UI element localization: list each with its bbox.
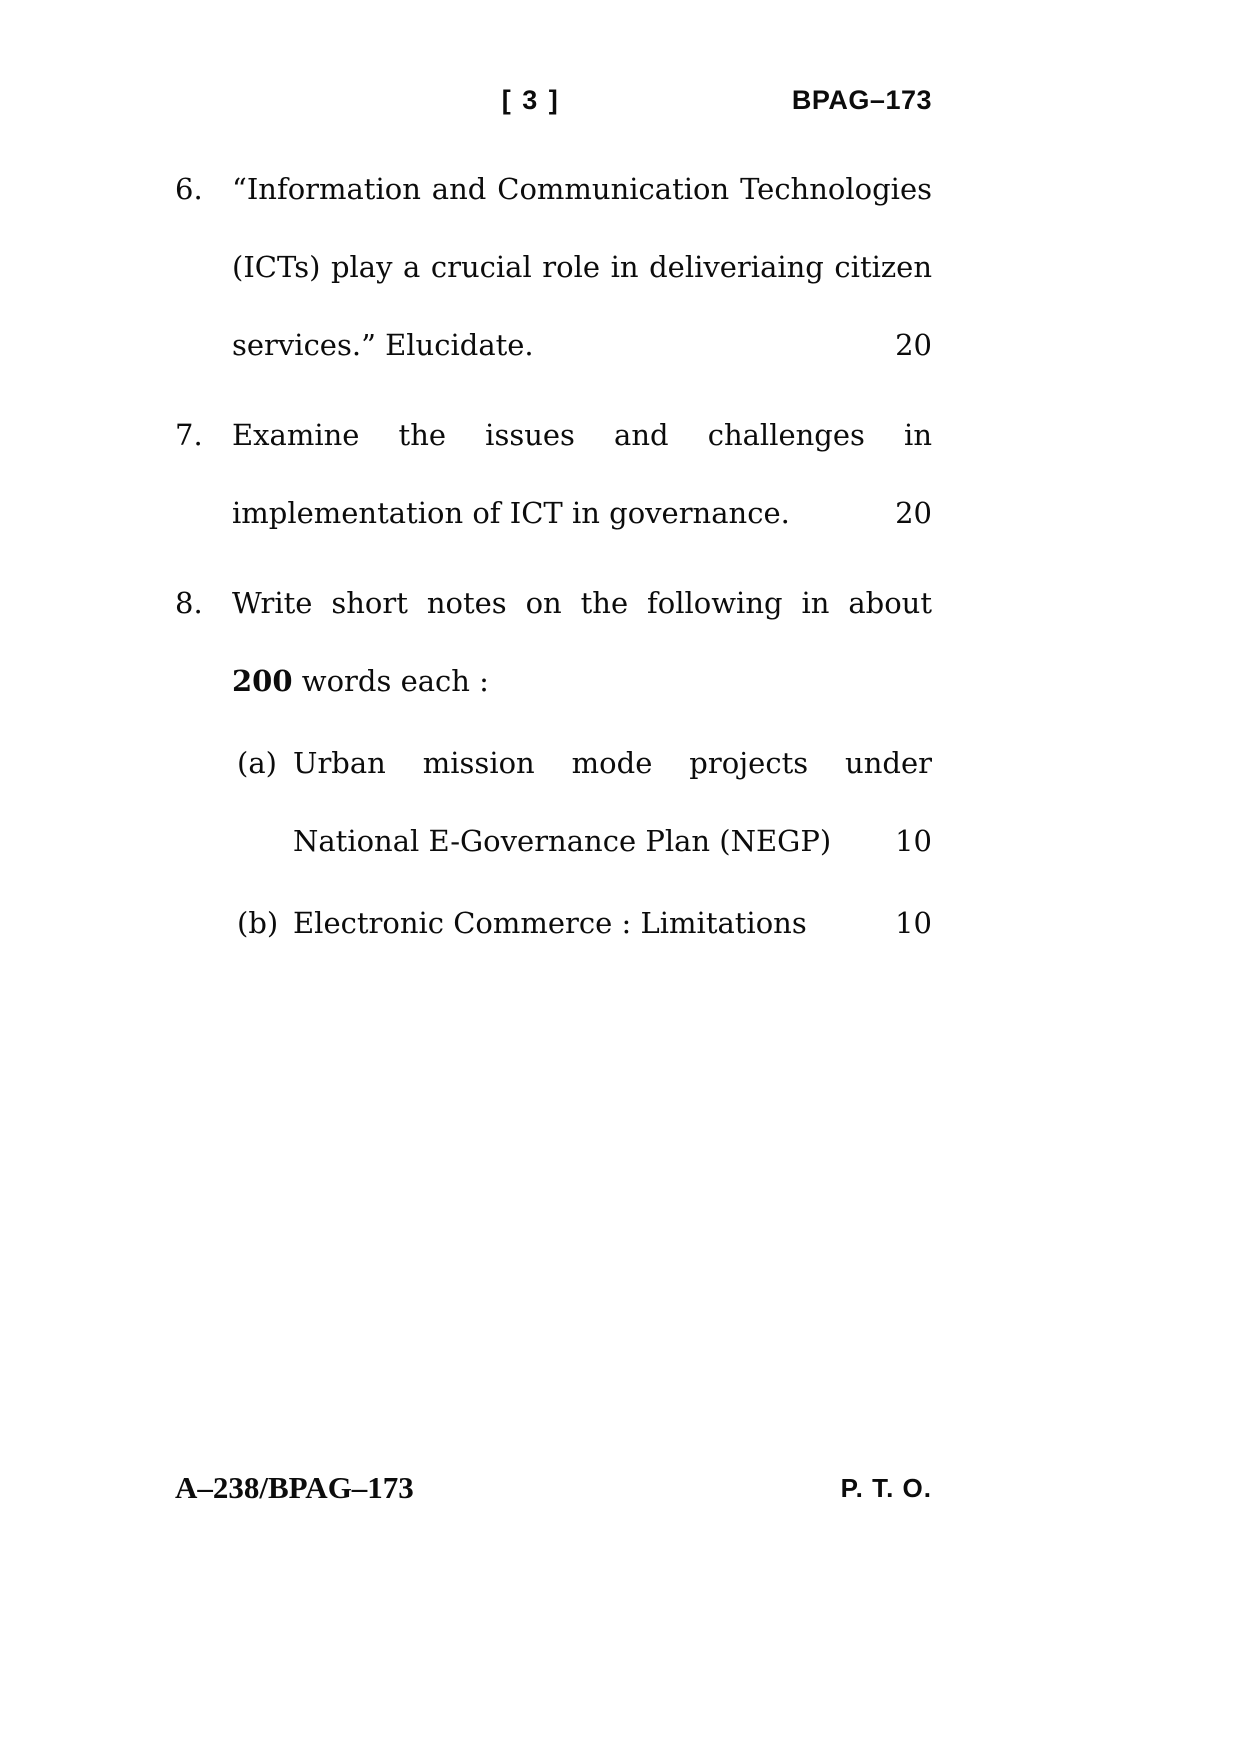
- question-line: [293, 884, 932, 962]
- question-line: [232, 306, 932, 384]
- page-header: [175, 78, 932, 122]
- footer-paper-code: A–238/BPAG–173: [175, 1470, 414, 1505]
- question-8: [175, 564, 932, 962]
- page-number: [ 3 ]: [501, 85, 560, 115]
- marks-value: 20: [895, 328, 932, 362]
- subquestion-b: [232, 884, 932, 962]
- bold-word: 200: [232, 664, 293, 698]
- question-line-text: services.” Elucidate.: [232, 328, 534, 362]
- question-line: Write short notes on the following in about: [232, 586, 932, 620]
- question-line-text: words each :: [292, 664, 489, 698]
- question-line: “Information and Communication Technologies: [232, 172, 932, 206]
- question-line: [232, 474, 932, 552]
- question-line-text: National E-Governance Plan (NEGP): [293, 824, 832, 858]
- marks-value: 10: [895, 906, 932, 940]
- page-content: [175, 78, 932, 974]
- question-body: [232, 150, 932, 384]
- question-line-text: Electronic Commerce : Limitations: [293, 906, 807, 940]
- paper-code: BPAG–173: [791, 85, 932, 115]
- question-line: (ICTs) play a crucial role in deliveriaing citizen: [232, 250, 932, 284]
- footer-pto: P. T. O.: [840, 1473, 932, 1503]
- question-line-text: implementation of ICT in governance.: [232, 496, 790, 530]
- subquestion-label: (a): [237, 746, 277, 780]
- subquestion-body: [293, 724, 932, 880]
- question-line: Examine the issues and challenges in: [232, 418, 932, 452]
- question-number: 7.: [175, 418, 203, 452]
- question-line: Urban mission mode projects under: [293, 746, 932, 780]
- question-number: 6.: [175, 172, 203, 206]
- subquestion-body: [293, 884, 932, 962]
- subquestion-label: (b): [237, 906, 279, 940]
- marks-value: 10: [895, 824, 932, 858]
- subquestion-a: [232, 724, 932, 880]
- question-line: [232, 642, 932, 720]
- question-number: 8.: [175, 586, 203, 620]
- question-6: [175, 150, 932, 384]
- question-line: [293, 802, 932, 880]
- marks-value: 20: [895, 496, 932, 530]
- question-7: [175, 396, 932, 552]
- page-footer: [175, 1466, 932, 1510]
- question-body: [232, 564, 932, 962]
- question-body: [232, 396, 932, 552]
